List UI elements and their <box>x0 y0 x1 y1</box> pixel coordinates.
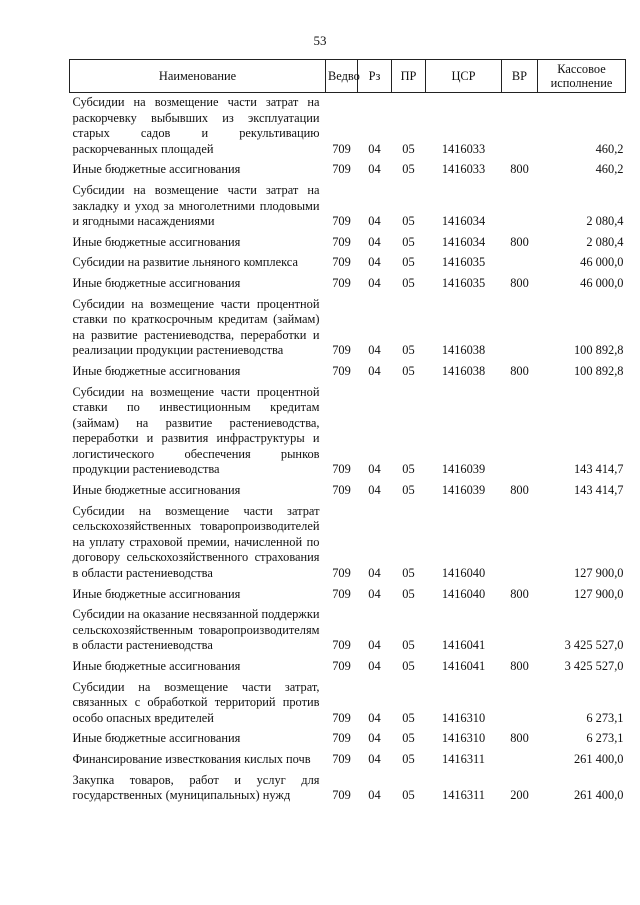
row-name: Субсидии на возмещение части процентной ставки по краткосрочным кредитам (займам) на развитие растениеводства, переработки и реализации продукции растениеводства <box>72 296 320 358</box>
row-sum: 46 000,0 <box>580 255 624 270</box>
header-ved: Ведво <box>326 60 358 93</box>
row-name: Субсидии на развитие льняного комплекса <box>72 255 298 270</box>
row-sum: 2 080,4 <box>586 234 624 249</box>
row-vr: 200 <box>510 788 529 803</box>
table-body <box>70 93 626 807</box>
row-vr: 800 <box>510 234 529 249</box>
table-row <box>70 253 626 274</box>
row-pr: 05 <box>402 751 415 766</box>
row-name: Иные бюджетные ассигнования <box>72 363 241 378</box>
row-rz: 04 <box>368 462 381 477</box>
row-sum: 143 414,7 <box>573 483 624 498</box>
header-name: Наименование <box>70 60 326 93</box>
row-pr: 05 <box>402 363 415 378</box>
row-ved: 709 <box>332 659 351 673</box>
row-ved: 709 <box>332 731 351 746</box>
row-vr: 800 <box>510 731 529 746</box>
row-vr <box>502 253 538 274</box>
row-pr: 05 <box>402 586 415 601</box>
row-name: Иные бюджетные ассигнования <box>72 162 241 177</box>
row-name: Иные бюджетные ассигнования <box>72 659 241 673</box>
row-name: Субсидии на возмещение части затрат сельскохозяйственных товаропроизводителей на уплату страховой премии, начисленной по договору сельскохозяйственного страхования в области растениеводства <box>72 503 320 581</box>
row-ved: 709 <box>332 255 351 270</box>
table-row <box>70 771 626 807</box>
row-rz: 04 <box>368 710 381 725</box>
table-row <box>70 383 626 482</box>
row-rz: 04 <box>368 255 381 270</box>
row-sum: 6 273,1 <box>586 710 624 725</box>
row-vr <box>502 295 538 362</box>
row-vr <box>502 605 538 657</box>
row-name: Субсидии на возмещение части затрат, связанных с обработкой территорий против особо опасных вредителей <box>72 679 320 725</box>
row-name: Закупка товаров, работ и услуг для государственных (муниципальных) нужд <box>72 772 320 803</box>
row-csr: 1416040 <box>441 586 486 601</box>
header-pr: ПР <box>392 60 426 93</box>
row-rz: 04 <box>368 234 381 249</box>
row-pr: 05 <box>402 710 415 725</box>
row-pr: 05 <box>402 731 415 746</box>
row-sum: 261 400,0 <box>573 751 624 766</box>
row-ved: 709 <box>332 483 351 498</box>
row-ved: 709 <box>332 638 351 653</box>
row-rz: 04 <box>368 343 381 358</box>
row-vr <box>502 383 538 482</box>
row-sum: 2 080,4 <box>586 214 624 229</box>
row-pr: 05 <box>402 483 415 498</box>
table-row <box>70 295 626 362</box>
row-pr: 05 <box>402 659 415 673</box>
row-ved: 709 <box>332 343 351 358</box>
row-rz: 04 <box>368 751 381 766</box>
row-ved: 709 <box>332 751 351 766</box>
header-sum: Кассовое исполнение <box>538 60 626 93</box>
row-name: Иные бюджетные ассигнования <box>72 483 241 498</box>
row-rz: 04 <box>368 363 381 378</box>
row-vr: 800 <box>510 275 529 290</box>
row-name: Финансирование известкования кислых почв <box>72 751 311 766</box>
row-csr: 1416310 <box>441 731 486 746</box>
row-sum: 460,2 <box>595 162 624 177</box>
table-row <box>70 750 626 771</box>
row-sum: 3 425 527,0 <box>564 659 624 673</box>
row-ved: 709 <box>332 462 351 477</box>
row-csr: 1416039 <box>441 462 486 477</box>
row-csr: 1416310 <box>441 710 486 725</box>
row-rz: 04 <box>368 788 381 803</box>
row-vr <box>502 750 538 771</box>
table-row <box>70 502 626 585</box>
row-sum: 127 900,0 <box>573 586 624 601</box>
row-ved: 709 <box>332 162 351 177</box>
row-sum: 46 000,0 <box>580 275 624 290</box>
row-rz: 04 <box>368 141 381 156</box>
row-sum: 127 900,0 <box>573 566 624 581</box>
row-sum: 143 414,7 <box>573 462 624 477</box>
row-name: Иные бюджетные ассигнования <box>72 586 241 601</box>
table-row <box>70 729 626 750</box>
row-ved: 709 <box>332 710 351 725</box>
row-ved: 709 <box>332 234 351 249</box>
row-sum: 100 892,8 <box>573 363 624 378</box>
row-name: Иные бюджетные ассигнования <box>72 234 241 249</box>
row-pr: 05 <box>402 234 415 249</box>
row-csr: 1416041 <box>441 659 486 673</box>
row-rz: 04 <box>368 659 381 673</box>
row-sum: 261 400,0 <box>573 788 624 803</box>
row-csr: 1416041 <box>441 638 486 653</box>
row-pr: 05 <box>402 214 415 229</box>
table-row <box>70 481 626 502</box>
row-rz: 04 <box>368 566 381 581</box>
row-rz: 04 <box>368 162 381 177</box>
row-vr: 800 <box>510 162 529 177</box>
row-rz: 04 <box>368 214 381 229</box>
header-vr: ВР <box>502 60 538 93</box>
row-name: Субсидии на возмещение части затрат на раскорчевку выбывших из эксплуатации старых садов и рекультивацию раскорчеванных площадей <box>72 95 320 156</box>
row-csr: 1416035 <box>441 275 486 290</box>
row-csr: 1416034 <box>441 214 486 229</box>
row-vr <box>502 181 538 233</box>
row-ved: 709 <box>332 566 351 581</box>
row-pr: 05 <box>402 638 415 653</box>
row-pr: 05 <box>402 788 415 803</box>
row-pr: 05 <box>402 275 415 290</box>
row-ved: 709 <box>332 363 351 378</box>
row-ved: 709 <box>332 788 351 803</box>
row-name: Субсидии на оказание несвязанной поддержки сельскохозяйственным товаропроизводителям в области растениеводства <box>72 607 320 653</box>
row-ved: 709 <box>332 586 351 601</box>
page-number: 53 <box>313 33 327 48</box>
table-header <box>70 60 626 93</box>
row-sum: 6 273,1 <box>586 731 624 746</box>
row-sum: 460,2 <box>595 141 624 156</box>
row-vr <box>502 678 538 730</box>
row-csr: 1416038 <box>441 363 486 378</box>
budget-table <box>69 59 626 807</box>
row-pr: 05 <box>402 343 415 358</box>
table-row <box>70 181 626 233</box>
row-vr: 800 <box>510 363 529 378</box>
row-name: Иные бюджетные ассигнования <box>72 731 241 746</box>
row-pr: 05 <box>402 462 415 477</box>
table-row <box>70 160 626 181</box>
row-rz: 04 <box>368 586 381 601</box>
header-rz: Рз <box>358 60 392 93</box>
row-sum: 100 892,8 <box>573 343 624 358</box>
row-csr: 1416033 <box>441 141 486 156</box>
row-name: Субсидии на возмещение части процентной ставки по инвестиционным кредитам (займам) на развитие растениеводства, переработки и развития инфраструктуры и логистического обеспечения рынков продукции растениеводства <box>72 384 320 477</box>
row-pr: 05 <box>402 141 415 156</box>
row-vr: 800 <box>510 483 529 498</box>
row-vr: 800 <box>510 586 529 601</box>
row-csr: 1416311 <box>442 751 485 766</box>
table-row <box>70 233 626 254</box>
table-row <box>70 585 626 606</box>
table-row <box>70 657 626 678</box>
row-csr: 1416035 <box>441 255 486 270</box>
row-vr <box>502 93 538 161</box>
row-rz: 04 <box>368 275 381 290</box>
table-row <box>70 93 626 161</box>
row-ved: 709 <box>332 141 351 156</box>
row-ved: 709 <box>332 214 351 229</box>
row-csr: 1416039 <box>441 483 486 498</box>
row-vr: 800 <box>510 659 529 673</box>
header-csr: ЦСР <box>426 60 502 93</box>
row-pr: 05 <box>402 255 415 270</box>
row-vr <box>502 502 538 585</box>
row-csr: 1416311 <box>442 788 485 803</box>
row-name: Иные бюджетные ассигнования <box>72 275 241 290</box>
table-row <box>70 605 626 657</box>
row-csr: 1416038 <box>441 343 486 358</box>
table-row <box>70 678 626 730</box>
row-rz: 04 <box>368 483 381 498</box>
row-pr: 05 <box>402 566 415 581</box>
row-sum: 3 425 527,0 <box>564 638 624 653</box>
row-pr: 05 <box>402 162 415 177</box>
table-row <box>70 274 626 295</box>
row-csr: 1416033 <box>441 162 486 177</box>
table-row <box>70 362 626 383</box>
row-ved: 709 <box>332 275 351 290</box>
row-csr: 1416034 <box>441 234 486 249</box>
row-csr: 1416040 <box>441 566 486 581</box>
row-rz: 04 <box>368 638 381 653</box>
row-name: Субсидии на возмещение части затрат на закладку и уход за многолетними плодовыми и ягодными насаждениями <box>72 182 320 229</box>
row-rz: 04 <box>368 731 381 746</box>
